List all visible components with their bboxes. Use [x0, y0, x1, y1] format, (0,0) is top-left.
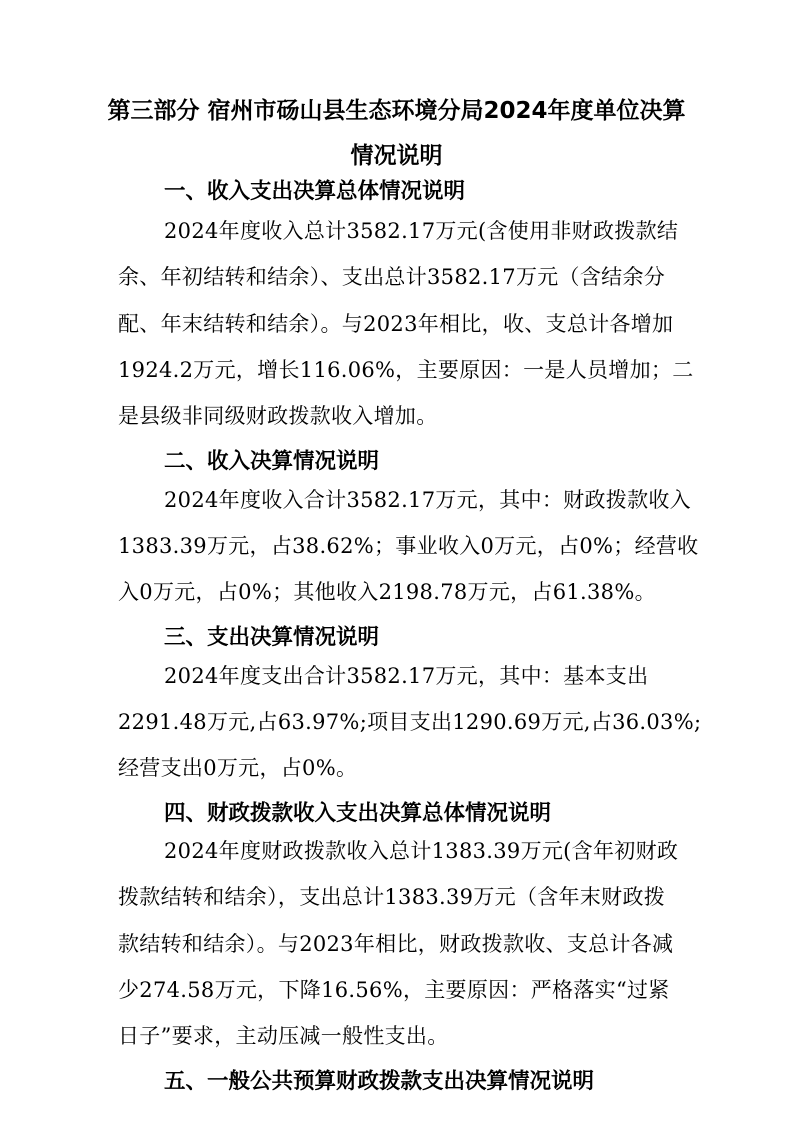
section-1-paragraph-line: 2024年度收入总计3582.17万元(含使用非财政拨款结 — [164, 219, 679, 243]
section-2-paragraph-line: 2024年度收入合计3582.17万元，其中：财政拨款收入 — [164, 488, 691, 512]
section-2-paragraph-line: 入0万元，占0%；其他收入2198.78万元，占61.38%。 — [118, 580, 656, 604]
section-1-paragraph-line: 是县级非同级财政拨款收入增加。 — [118, 404, 438, 428]
page-title-line-1: 第三部分 宿州市砀山县生态环境分局2024年度单位决算 — [107, 98, 686, 124]
section-1-heading: 一、收入支出决算总体情况说明 — [164, 179, 466, 204]
section-1-paragraph-line: 1924.2万元，增长116.06%，主要原因：一是人员增加；二 — [118, 358, 694, 382]
section-4-paragraph-line: 拨款结转和结余），支出总计1383.39万元（含年末财政拨 — [118, 885, 666, 909]
section-2-heading: 二、收入决算情况说明 — [164, 449, 380, 474]
section-3-paragraph-line: 2024年度支出合计3582.17万元，其中：基本支出 — [164, 664, 649, 688]
section-3-paragraph-line: 2291.48万元,占63.97%;项目支出1290.69万元,占36.03%; — [118, 710, 702, 734]
section-4-paragraph-line: 2024年度财政拨款收入总计1383.39万元(含年初财政 — [164, 839, 679, 863]
section-4-heading: 四、财政拨款收入支出决算总体情况说明 — [164, 801, 552, 826]
section-3-heading: 三、支出决算情况说明 — [164, 625, 380, 650]
section-3-paragraph-line: 经营支出0万元，占0%。 — [118, 756, 358, 780]
section-4-paragraph-line: 款结转和结余）。与2023年相比，财政拨款收、支总计各减 — [118, 932, 674, 956]
section-4-paragraph-line: 日子”要求，主动压减一般性支出。 — [118, 1024, 449, 1048]
section-4-paragraph-line: 少274.58万元，下降16.56%，主要原因：严格落实“过紧 — [118, 978, 670, 1002]
section-1-paragraph-line: 余、年初结转和结余）、支出总计3582.17万元（含结余分 — [118, 265, 666, 289]
section-2-paragraph-line: 1383.39万元，占38.62%；事业收入0万元，占0%；经营收 — [118, 534, 699, 558]
section-5-heading: 五、一般公共预算财政拨款支出决算情况说明 — [164, 1069, 595, 1094]
page-title-line-2: 情况说明 — [350, 143, 443, 169]
section-1-paragraph-line: 配、年末结转和结余）。与2023年相比，收、支总计各增加 — [118, 312, 674, 336]
